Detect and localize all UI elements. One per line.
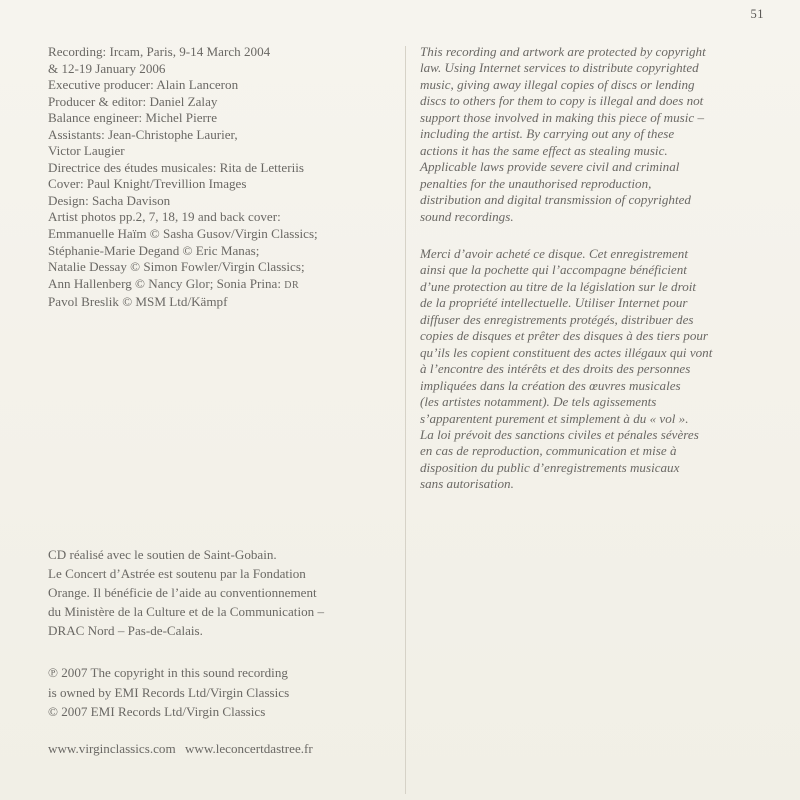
sponsor-line: du Ministère de la Culture et de la Communication – — [48, 604, 324, 619]
credits-line: Recording: Ircam, Paris, 9-14 March 2004 — [48, 44, 271, 59]
notice-line: qu’ils les copient constituent des actes illégaux qui vont — [420, 344, 713, 360]
credits-line: Natalie Dessay © Simon Fowler/Virgin Classics; — [48, 259, 305, 275]
credits-line: Design: Sacha Davison — [48, 192, 171, 208]
sponsor-line: Le Concert d’Astrée est soutenu par la Fondation — [48, 566, 306, 581]
sponsor-line: Orange. Il bénéficie de l’aide au conventionnement — [48, 585, 317, 600]
copyright-notice-french — [420, 246, 760, 493]
notice-line: discs to others for them to copy is illegal and does not — [420, 93, 704, 109]
sponsor-line: CD réalisé avec le soutien de Saint-Gobain. — [48, 547, 277, 562]
page-number: 51 — [750, 7, 764, 21]
credits-dr-mark: DR — [284, 279, 300, 291]
concert-dastree-link[interactable]: www.leconcertdastree.fr — [184, 741, 313, 756]
phonographic-copyright — [48, 663, 398, 722]
credits-line: Pavol Breslik © MSM Ltd/Kämpf — [48, 294, 228, 310]
credits-block — [48, 44, 398, 311]
credits-line-text: Ann Hallenberg © Nancy Glor; Sonia Prina: — [48, 275, 285, 291]
credits-line: Artist photos pp.2, 7, 18, 19 and back cover: — [48, 209, 281, 225]
notice-line: distribution and digital transmission of copyrighted — [420, 192, 691, 208]
notice-line: diffuser des enregistrements protégés, distribuer des — [420, 311, 694, 327]
notice-line: sound recordings. — [420, 208, 514, 224]
notice-line: impliquées dans la création des œuvres musicales — [420, 377, 681, 393]
notice-line: (les artistes notamment). De tels agissements — [420, 394, 657, 410]
credits-line: Balance engineer: Michel Pierre — [48, 110, 218, 126]
virgin-classics-link[interactable]: www.virginclassics.com — [48, 741, 176, 756]
notice-line: Merci d’avoir acheté ce disque. Cet enregistrement — [420, 245, 688, 261]
credits-line: Victor Laugier — [48, 143, 125, 159]
credits-line: Emmanuelle Haïm © Sasha Gusov/Virgin Classics; — [48, 226, 318, 242]
notice-line: actions it has the same effect as stealing music. — [420, 142, 668, 158]
copyright-notice — [420, 44, 760, 493]
notice-line: en cas de reproduction, communication et mise à — [420, 443, 677, 459]
notice-line: support those involved in making this piece of music – — [420, 109, 705, 125]
credits-line: Executive producer: Alain Lanceron — [48, 77, 239, 93]
notice-line: copies de disques et prêter des disques à des tiers pour — [420, 328, 709, 344]
credits-line: Cover: Paul Knight/Trevillion Images — [48, 176, 247, 192]
notice-line: d’une protection au titre de la législation sur le droit — [420, 278, 697, 294]
notice-line: La loi prévoit des sanctions civiles et pénales sévères — [420, 426, 699, 442]
notice-line: s’apparentent purement et simplement à du « vol ». — [420, 410, 689, 426]
notice-line: law. Using Internet services to distribute copyrighted — [420, 60, 699, 76]
notice-line: sans autorisation. — [420, 476, 514, 492]
credits-line: Assistants: Jean-Christophe Laurier, — [48, 126, 238, 142]
credits-line: Stéphanie-Marie Degand © Eric Manas; — [48, 242, 260, 258]
copyright-line: © 2007 EMI Records Ltd/Virgin Classics — [48, 704, 266, 719]
notice-line: music, giving away illegal copies of discs or lending — [420, 76, 695, 92]
credits-line-prina — [48, 276, 398, 295]
notice-line: penalties for the unauthorised reproduction, — [420, 175, 652, 191]
notice-line: de la propriété intellectuelle. Utiliser Internet pour — [420, 295, 688, 311]
sponsor-line: DRAC Nord – Pas-de-Calais. — [48, 623, 203, 638]
copyright-line: is owned by EMI Records Ltd/Virgin Classics — [48, 684, 290, 700]
notice-line: Applicable laws provide severe civil and criminal — [420, 159, 680, 175]
column-divider — [405, 46, 406, 794]
notice-line: This recording and artwork are protected by copyright — [420, 44, 706, 59]
notice-line: including the artist. By carrying out any of these — [420, 126, 675, 142]
notice-line: disposition du public d’enregistrements musicaux — [420, 459, 680, 475]
copyright-line: ℗ 2007 The copyright in this sound recording — [48, 665, 288, 680]
copyright-notice-english — [420, 44, 760, 225]
credits-line: & 12-19 January 2006 — [48, 60, 166, 76]
website-links — [48, 741, 398, 757]
credits-line: Producer & editor: Daniel Zalay — [48, 93, 218, 109]
sponsor-block — [48, 545, 398, 640]
notice-line: ainsi que la pochette qui l’accompagne bénéficient — [420, 262, 687, 278]
notice-line: à l’encontre des intérêts et des droits des personnes — [420, 361, 691, 377]
credits-line: Directrice des études musicales: Rita de Letteriis — [48, 159, 304, 175]
